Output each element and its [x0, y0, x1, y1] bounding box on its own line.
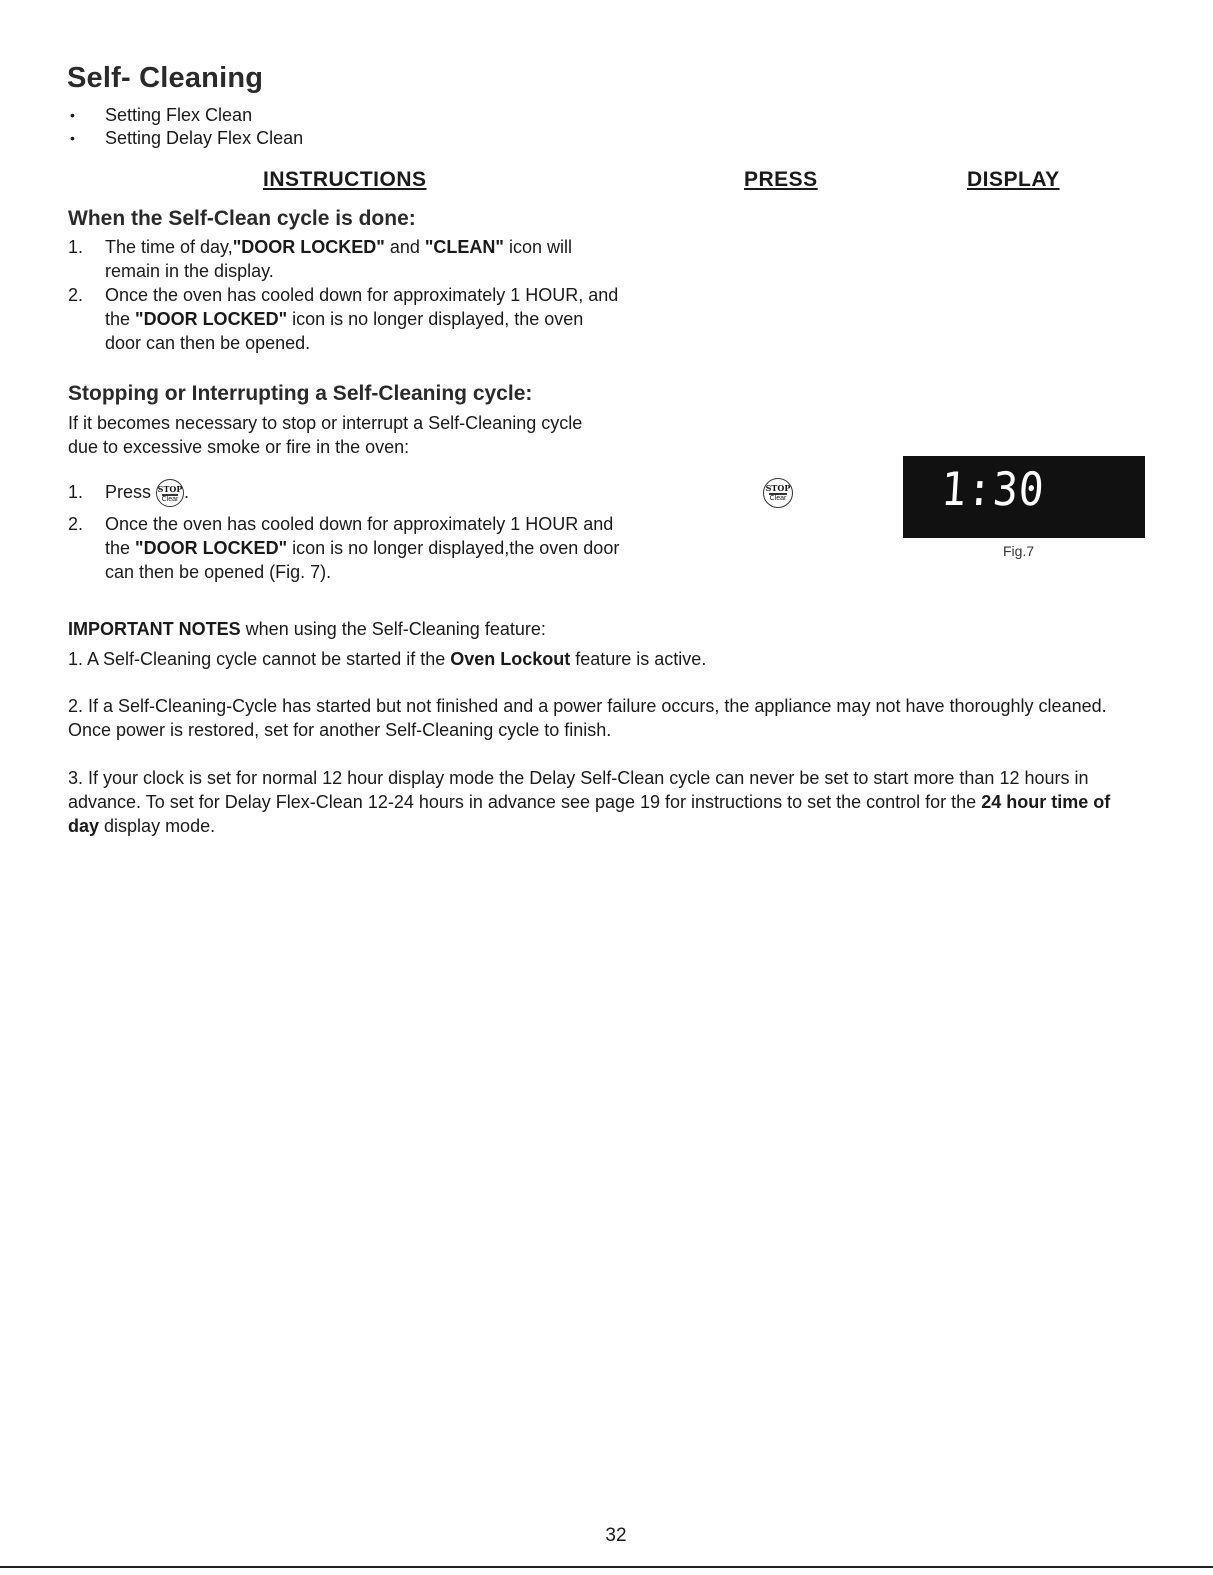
step-number: 2.: [68, 514, 84, 534]
step-text: can then be opened (Fig. 7).: [105, 562, 332, 582]
stop-clear-button-icon: [763, 478, 793, 508]
display-readout: 1:30: [939, 462, 1047, 516]
step-text-bold: "DOOR LOCKED": [135, 538, 288, 558]
step-text: remain in the display.: [105, 261, 274, 281]
press-stop-clear-button[interactable]: [763, 478, 793, 508]
step-text: icon will: [503, 237, 572, 257]
step-text: and: [384, 237, 425, 257]
column-heading-display: DISPLAY: [967, 168, 1060, 191]
step-number: 1.: [68, 482, 84, 502]
step-text: the: [105, 538, 136, 558]
stop-label: STOP: [157, 484, 183, 495]
list-item: [68, 235, 708, 283]
note-text: 1. A Self-Cleaning cycle cannot be started if the: [68, 649, 451, 669]
step-text-bold: "DOOR LOCKED": [232, 237, 385, 257]
page-number: 32: [605, 1525, 627, 1546]
list-item: [67, 127, 303, 150]
step-text: Once the oven has cooled down for approximately 1 HOUR, and: [105, 285, 619, 305]
note-3: [68, 766, 1128, 838]
note-text-bold: Oven Lockout: [450, 649, 571, 669]
intro-text: due to excessive smoke or fire in the oven:: [68, 437, 410, 457]
bullet-list: [67, 104, 303, 150]
oven-display-panel: [903, 456, 1145, 538]
step-text: .: [184, 482, 190, 502]
step-text-bold: "CLEAN": [424, 237, 504, 257]
step-text: the: [105, 309, 136, 329]
important-notes-heading: IMPORTANT NOTES: [68, 619, 241, 639]
step-text: icon is no longer displayed,the oven door: [287, 538, 620, 558]
bullet-icon: •: [70, 130, 75, 146]
done-steps: [68, 235, 708, 355]
list-item: [68, 512, 708, 584]
note-2: 2. If a Self-Cleaning-Cycle has started but not finished and a power failure occurs, the appliance may not have thoroughly cleaned. Once power is restored, set for another Self-Cleaning cycle to finish.: [68, 696, 1107, 740]
footer-divider: [0, 1566, 1213, 1568]
stopping-intro: [68, 411, 708, 459]
figure-caption: Fig.7: [1003, 543, 1035, 559]
stop-label: STOP: [765, 483, 791, 493]
note-text: display mode.: [99, 816, 216, 836]
step-text-bold: "DOOR LOCKED": [135, 309, 288, 329]
step-text: Press: [105, 482, 152, 502]
step-text: The time of day,: [105, 237, 233, 257]
list-item: [68, 476, 708, 512]
column-heading-instructions: INSTRUCTIONS: [263, 168, 427, 191]
bullet-icon: •: [70, 107, 75, 123]
stop-clear-button-icon: [156, 479, 184, 507]
step-number: 2.: [68, 285, 84, 305]
list-item: [67, 104, 303, 127]
clear-label: Clear: [161, 496, 179, 504]
clear-label: Clear: [769, 495, 787, 502]
step-text: Once the oven has cooled down for approximately 1 HOUR and: [105, 514, 614, 534]
step-text: icon is no longer displayed, the oven: [287, 309, 584, 329]
section-heading-cycle-done: When the Self-Clean cycle is done:: [68, 207, 416, 230]
note-text-bold: 24 hour time of day: [68, 792, 1111, 836]
notes-heading-text: when using the Self-Cleaning feature:: [240, 619, 546, 639]
note-text: feature is active.: [570, 649, 707, 669]
note-1: [68, 647, 1148, 671]
note-text: 3. If your clock is set for normal 12 hour display mode the Delay Self-Clean cycle can never be set to start more than 12 hours in advance. To set for Delay Flex-Clean 12-24 hours in advance see page 19 for instructions to set the control for the: [68, 768, 1089, 812]
step-text: door can then be opened.: [105, 333, 311, 353]
intro-text: If it becomes necessary to stop or interrupt a Self-Cleaning cycle: [68, 413, 583, 433]
stopping-steps: [68, 476, 708, 584]
bullet-text: Setting Delay Flex Clean: [105, 128, 304, 148]
step-number: 1.: [68, 237, 84, 257]
page-title: Self- Cleaning: [67, 62, 264, 94]
important-notes-heading-line: [68, 617, 1148, 641]
bullet-text: Setting Flex Clean: [105, 105, 253, 125]
column-heading-press: PRESS: [744, 168, 818, 191]
list-item: [68, 283, 708, 355]
section-heading-stopping: Stopping or Interrupting a Self-Cleaning cycle:: [68, 382, 533, 405]
